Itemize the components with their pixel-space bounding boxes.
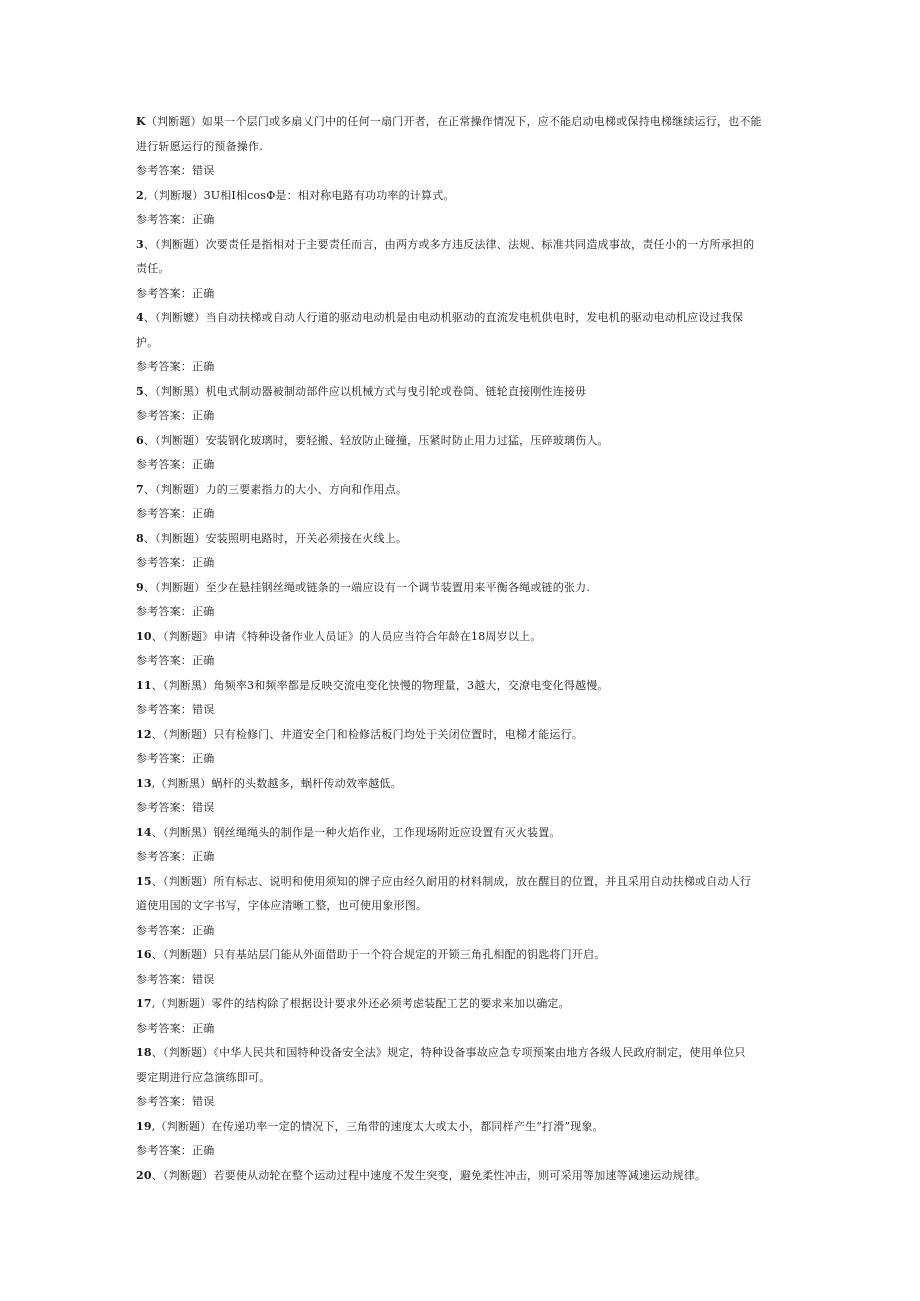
question-text: 只有基站层门能从外面借助于一个符合规定的开锁三角孔相配的钥匙将门开启。 — [213, 948, 606, 961]
answer-value: 错误 — [192, 972, 215, 986]
answer-value: 正确 — [192, 1021, 215, 1035]
question-text: 机电式制动器被制动部件应以机械方式与曳引轮或卷筒、链轮直接刚性连接毋 — [205, 384, 587, 398]
question-number: 3 — [136, 237, 144, 251]
question-item — [136, 1041, 784, 1115]
question-item — [136, 233, 784, 307]
question-item — [136, 527, 784, 576]
question-item — [136, 429, 784, 478]
question-text: 要定期进行应急演练即可。 — [136, 1070, 271, 1084]
question-type: 、（判断嬷） — [143, 311, 206, 324]
question-text: 如果一个层门或多扇乂门中的任何一扇门开者，在正常操作情况下，应不能启动电梯或保持电梯继续运行，也不能 — [201, 115, 762, 128]
question-item — [136, 625, 784, 674]
answer-line — [136, 282, 784, 307]
answer-line — [136, 355, 784, 380]
question-item — [136, 478, 784, 527]
question-line — [136, 527, 784, 552]
answer-line — [136, 1139, 784, 1164]
question-type: 、（判断题） — [151, 727, 214, 741]
question-text: 责任。 — [136, 262, 170, 275]
answer-label: 参考答案： — [136, 972, 192, 986]
question-number: 16 — [136, 948, 152, 961]
question-text: 所有标志、说明和使用须知的牌子应由经久耐用的材料制成，放在醒目的位置，并且采用自动扶梯或自动人行 — [213, 874, 752, 888]
question-text: 至少在悬挂钢丝绳或链条的一端应设有一个调节装置用来平衡各绳或链的张力. — [205, 580, 591, 594]
answer-label: 参考答案： — [136, 654, 192, 667]
question-type: 、（判断黑） — [151, 678, 214, 692]
question-number: 15 — [136, 874, 152, 888]
question-continuation — [136, 894, 784, 919]
question-line — [136, 870, 784, 895]
answer-line — [136, 159, 784, 184]
answer-value: 正确 — [192, 507, 215, 520]
question-item — [136, 723, 784, 772]
question-continuation — [136, 1066, 784, 1091]
answer-line — [136, 1090, 784, 1115]
question-text: 只有检修门、井道安全门和检修活板门均处于关闭位置时，电梯才能运行。 — [213, 727, 584, 741]
answer-label: 参考答案： — [136, 507, 192, 520]
answer-label: 参考答案： — [136, 213, 192, 226]
answer-line — [136, 747, 784, 772]
question-item — [136, 184, 784, 233]
answer-label: 参考答案： — [136, 1144, 192, 1157]
question-continuation — [136, 257, 784, 282]
question-text: 3U相I相cosΦ是：相对称电路有功功率的计算式。 — [203, 188, 455, 202]
question-text: 零件的结构除了根据设计要求外还必须考虑装配工艺的要求来加以确定。 — [211, 997, 570, 1010]
question-text: 角频率3和频率都是反映交流电变化快慢的物理量，3越大，交潦电变化得越慢。 — [213, 678, 609, 692]
question-line — [136, 429, 784, 454]
question-number: 9 — [136, 580, 144, 594]
answer-line — [136, 551, 784, 576]
question-type: 、（判断题） — [151, 1168, 214, 1182]
question-line — [136, 723, 784, 748]
question-line — [136, 233, 784, 258]
question-item — [136, 1164, 784, 1189]
question-line — [136, 1115, 784, 1140]
question-line — [136, 478, 784, 503]
answer-label: 参考答案： — [136, 360, 192, 373]
question-item — [136, 576, 784, 625]
question-line — [136, 821, 784, 846]
question-text: 力的三要素指力的大小、方向和作用点。 — [205, 482, 408, 496]
question-number: K — [136, 115, 146, 128]
question-number: 7 — [136, 482, 144, 496]
question-number: 19 — [136, 1119, 152, 1133]
question-type: （判断题） — [145, 115, 202, 128]
question-text: 道使用国的文字书写，字体应清晰工整，也可使用象形图。 — [136, 899, 428, 912]
answer-value: 正确 — [192, 286, 215, 300]
question-line — [136, 110, 784, 135]
answer-value: 正确 — [192, 1144, 215, 1157]
answer-value: 正确 — [192, 213, 215, 226]
question-type: 、（判断题） — [143, 237, 206, 251]
answer-value: 正确 — [192, 409, 215, 422]
answer-label: 参考答案： — [136, 752, 192, 765]
question-type: 、（判断题） — [151, 1046, 214, 1059]
question-text: 钢丝绳绳头的制作是一种火焰作业，工作现场附近应设置有灭火装置。 — [213, 825, 561, 839]
question-type: ,（判断堰） — [143, 188, 204, 202]
question-line — [136, 1164, 784, 1189]
question-text: 次要责任是指相对于主要责任而言，由两方或多方违反法律、法规、标准共同造成事故，责任小的一方所承担的 — [205, 237, 755, 251]
answer-line — [136, 845, 784, 870]
question-number: 10 — [136, 629, 152, 643]
question-line — [136, 992, 784, 1017]
question-continuation — [136, 331, 784, 356]
answer-line — [136, 649, 784, 674]
question-item — [136, 870, 784, 944]
answer-line — [136, 968, 784, 993]
answer-value: 错误 — [192, 703, 215, 716]
answer-label: 参考答案： — [136, 286, 192, 300]
answer-label: 参考答案： — [136, 164, 192, 177]
question-text: 在传递功率一定的情况下，三角带的速度太大或太小，都同样产生“打滑”现象。 — [211, 1119, 604, 1133]
answer-label: 参考答案： — [136, 923, 192, 937]
question-line — [136, 576, 784, 601]
answer-value: 正确 — [192, 923, 215, 937]
question-type: 、（判断题） — [143, 580, 206, 594]
question-number: 8 — [136, 531, 144, 545]
answer-line — [136, 208, 784, 233]
question-item — [136, 821, 784, 870]
answer-value: 正确 — [192, 556, 215, 569]
question-text: 申请《特种设备作业人员证》的人员应当符合年龄在18周岁以上。 — [213, 629, 542, 643]
answer-label: 参考答案： — [136, 458, 192, 471]
answer-line — [136, 453, 784, 478]
question-item — [136, 110, 784, 184]
question-item — [136, 943, 784, 992]
answer-line — [136, 600, 784, 625]
question-text: 《中华人民共和国特种设备安全法》规定，特种设备事故应急专项预案由地方各级人民政府制定，使用单位只 — [213, 1046, 746, 1059]
answer-value: 正确 — [192, 752, 215, 765]
question-line — [136, 184, 784, 209]
question-text: 蜗杆的头数越多，蜗杆传动效率越低。 — [211, 776, 402, 790]
answer-value: 正确 — [192, 605, 215, 618]
answer-value: 正确 — [192, 458, 215, 471]
question-number: 4 — [136, 311, 144, 324]
question-item — [136, 772, 784, 821]
answer-value: 正确 — [192, 360, 215, 373]
answer-line — [136, 404, 784, 429]
answer-line — [136, 698, 784, 723]
question-type: ,（判断黑） — [151, 776, 212, 790]
question-item — [136, 1115, 784, 1164]
question-number: 6 — [136, 433, 144, 447]
question-line — [136, 380, 784, 405]
question-text: 当自动扶梯或自动人行道的驱动电动机是由电动机驱动的直流发电机供电时，发电机的驱动电动机应设过我保 — [205, 311, 744, 324]
answer-line — [136, 796, 784, 821]
answer-label: 参考答案： — [136, 801, 192, 814]
question-number: 11 — [136, 678, 152, 692]
question-number: 14 — [136, 825, 152, 839]
answer-label: 参考答案： — [136, 409, 192, 422]
answer-line — [136, 502, 784, 527]
answer-label: 参考答案： — [136, 556, 192, 569]
question-item — [136, 306, 784, 380]
answer-line — [136, 919, 784, 944]
question-type: 、（判断题》 — [151, 629, 214, 643]
question-type: 、（判断题） — [151, 948, 214, 961]
question-item — [136, 380, 784, 429]
question-line — [136, 772, 784, 797]
question-number: 12 — [136, 727, 152, 741]
question-number: 5 — [136, 384, 144, 398]
question-type: ,（判断题） — [151, 997, 212, 1010]
answer-value: 正确 — [192, 850, 215, 863]
question-text: 安装钢化玻璃时，要轻搬、轻放防止碰撞，压紧时防止用力过猛，压碎玻璃伤人。 — [205, 433, 609, 447]
question-type: 、（判断题） — [151, 874, 214, 888]
answer-label: 参考答案： — [136, 1021, 192, 1035]
question-line — [136, 625, 784, 650]
question-type: 、（判断黑） — [143, 384, 206, 398]
question-number: 18 — [136, 1046, 152, 1059]
question-line — [136, 943, 784, 968]
document-page — [136, 110, 784, 1188]
question-number: 17 — [136, 997, 152, 1010]
answer-value: 错误 — [192, 164, 215, 177]
answer-label: 参考答案： — [136, 605, 192, 618]
question-line — [136, 674, 784, 699]
question-continuation — [136, 135, 784, 160]
question-line — [136, 306, 784, 331]
answer-value: 错误 — [192, 801, 215, 814]
question-item — [136, 674, 784, 723]
question-type: 、（判断题） — [143, 433, 206, 447]
question-type: 、（判断题） — [143, 482, 206, 496]
question-text: 安装照明电路时，开关必须接在火线上。 — [205, 531, 408, 545]
question-text: 若要使从动轮在整个运动过程中速度不发生突变，避免柔性冲击，则可采用等加速等减速运动规律。 — [213, 1168, 707, 1182]
answer-line — [136, 1017, 784, 1042]
question-text: 护。 — [136, 335, 159, 349]
question-item — [136, 992, 784, 1041]
question-type: ,（判断题） — [151, 1119, 212, 1133]
question-text: 进行斩愿运行的预备操作. — [136, 139, 263, 153]
answer-label: 参考答案： — [136, 850, 192, 863]
question-number: 13 — [136, 776, 152, 790]
question-number: 20 — [136, 1168, 152, 1182]
question-type: 、（判断黑） — [151, 825, 214, 839]
answer-label: 参考答案： — [136, 1095, 192, 1108]
answer-value: 错误 — [192, 1095, 215, 1108]
answer-value: 正确 — [192, 654, 215, 667]
question-type: 、（判断题） — [143, 531, 206, 545]
question-number: 2 — [136, 188, 144, 202]
question-line — [136, 1041, 784, 1066]
answer-label: 参考答案： — [136, 703, 192, 716]
